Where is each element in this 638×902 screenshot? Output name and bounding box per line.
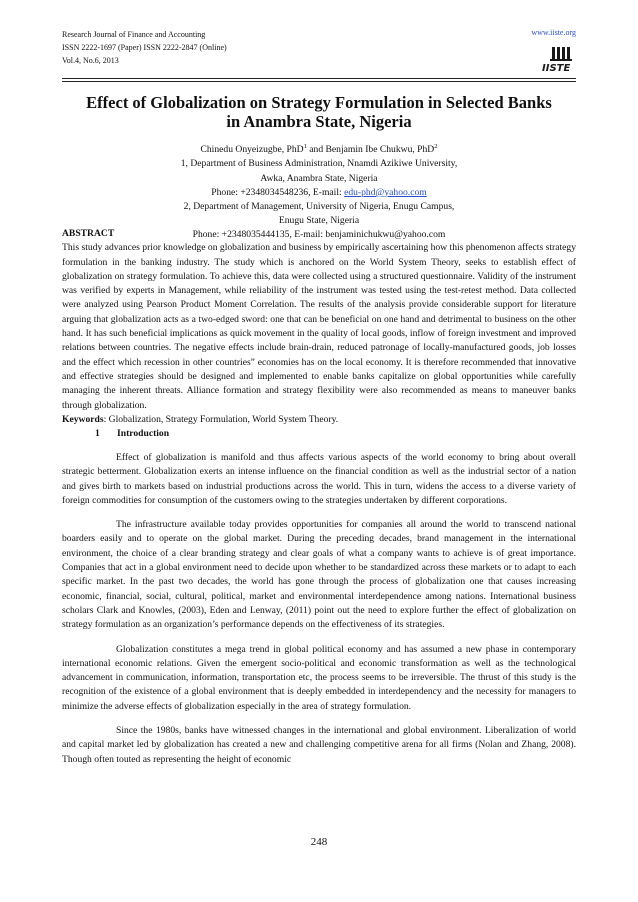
journal-issn: ISSN 2222-1697 (Paper) ISSN 2222-2847 (Online): [62, 43, 227, 52]
keywords-text: : Globalization, Strategy Formulation, World System Theory.: [103, 413, 339, 425]
paragraph-1: Effect of globalization is manifold and thus affects various aspects of the world economy to bring about overall strategic betterment. Globalization exerts an intense influence on the financial condition as well as the industrial sector of a nation and gives birth to markets based on industrial productions across the world. This in turn, widens the access to a diverse variety of foreign commodities for consumption of the customers owing to the strategies undertaken by different corporations.: [62, 452, 576, 506]
keywords-label: Keywords: [62, 413, 104, 425]
page-number: 248: [310, 836, 328, 848]
header-rule-bottom: [62, 81, 576, 82]
abstract-text: This study advances prior knowledge on globalization and business by empirically ascertaining how this phenomenon affects strategy formulation in the banking industry. The study which is anchored on the World System Theory, seeks to establish effect of globalization on strategy formulation. To achieve this, data were collected using a structured questionnaire. Validity of the instrument was verified by experts in Management, while reliability of the instrument was tested using the test-retest method. Data collected were analyzed using Pearson Product Moment Correlation. The results of the analysis provide considerable support for literature arguing that globalization acts as a two-edged sword: one that can be beneficial on one hand and detrimental to business on the other hand. It has such beneficial implications as quick movement in the quality of local goods, inflow of foreign investment and improved relations between countries. The negative effects include brain-drain, reduced patronage of locally-manufactured goods, job losses and the effect which recession in other countries” economies has on the local economy. It is therefore recommended that innovative and effective strategies should be designed and implemented to enable banks capitalize on global opportunities while carefully managing the inherent threats. Alliance formation and strategy flexibility were also recommended as means to maneuver banks through globalization.: [62, 242, 576, 411]
introduction-body: [62, 451, 576, 767]
affiliation-2-line-1: 2, Department of Management, University of Nigeria, Enugu Campus,: [183, 201, 455, 212]
author-1: Chinedu Onyeizugbe, PhD: [200, 144, 304, 156]
author-2: Benjamin Ibe Chukwu, PhD: [325, 144, 435, 156]
abstract-section: [62, 227, 576, 427]
section-title: Introduction: [117, 428, 170, 439]
journal-website-link[interactable]: www.iiste.org: [531, 28, 576, 37]
abstract-heading: ABSTRACT: [62, 228, 115, 239]
section-number: 1: [95, 428, 100, 439]
paragraph-2: The infrastructure available today provides opportunities for companies all around the world to transcend national boarders easily and to operate on the global market. During the preceding decades, brand management in the international environment, the choice of a clear branding strategy and clear goals of what a company wants to achieve is of great importance. Companies that act in a global environment need to decide upon whether to be standardized across these markets or to adapt to each specific market. In the past two decades, the world has gone through the process of globalization one that causes increasing economic, financial, social, cultural, political, market and environmental interdependence among nations. International business scholars Clark and Knowles, (2003), Eden and Lenway, (2011) point out the need to explore further the effect of globalization on strategy formulation as an organization’s performance depends on the effectiveness of its strategies.: [62, 519, 576, 631]
paper-title: [62, 93, 576, 131]
affiliation-2-line-2: Enugu State, Nigeria: [278, 215, 360, 227]
affiliation-1-line-2: Awka, Anambra State, Nigeria: [260, 172, 378, 184]
author-1-contact: [62, 186, 576, 200]
paragraph-3: Globalization constitutes a mega trend in global political economy and has assumed a new phase in contemporary international economic relations. Given the emergent socio-political and economic transformation as well as the technological advancement in communication, information, transportation etc, the process seems to be irreversible. The thrust of this study is the recognition of the existence of a global environment that is deeply embedded in interdependency and the necessity for managers to minimize the adverse effects of globalization especially in the area of strategy formulation.: [62, 643, 576, 712]
author-2-contact: Phone: +2348035444135, E-mail: benjaminichukwu@yahoo.com: [192, 229, 446, 241]
affiliation-1-line-1: 1, Department of Business Administration, Nnamdi Azikiwe University,: [180, 158, 458, 170]
author-and: and: [306, 144, 326, 156]
iiste-logo: [538, 44, 578, 74]
journal-volume: Vol.4, No.6, 2013: [62, 56, 119, 65]
author-1-phone: Phone: +2348034548236, E-mail:: [211, 186, 345, 198]
author-1-sup: 1: [303, 143, 307, 150]
author-line: [62, 140, 576, 157]
header-rule-top: [62, 78, 576, 79]
paragraph-4: Since the 1980s, banks have witnessed changes in the international and global environment. Liberalization of world and capital market led by globalization has created a new and challenging competitive arena for all firms (Nolan and Zhang, 2008). Though often touted as representing the height of economic: [62, 725, 576, 765]
author-1-email-link[interactable]: edu-phd@yahoo.com: [344, 186, 427, 198]
title-line-1: Effect of Globalization on Strategy Formulation in Selected Banks: [86, 93, 552, 112]
author-2-sup: 2: [434, 143, 438, 150]
journal-header: [62, 28, 227, 67]
journal-name: Research Journal of Finance and Accounting: [62, 30, 206, 39]
logo-text: IISTE: [542, 63, 571, 74]
keywords-line: [62, 413, 576, 427]
title-line-2: in Anambra State, Nigeria: [226, 112, 412, 131]
section-heading: [95, 428, 169, 439]
